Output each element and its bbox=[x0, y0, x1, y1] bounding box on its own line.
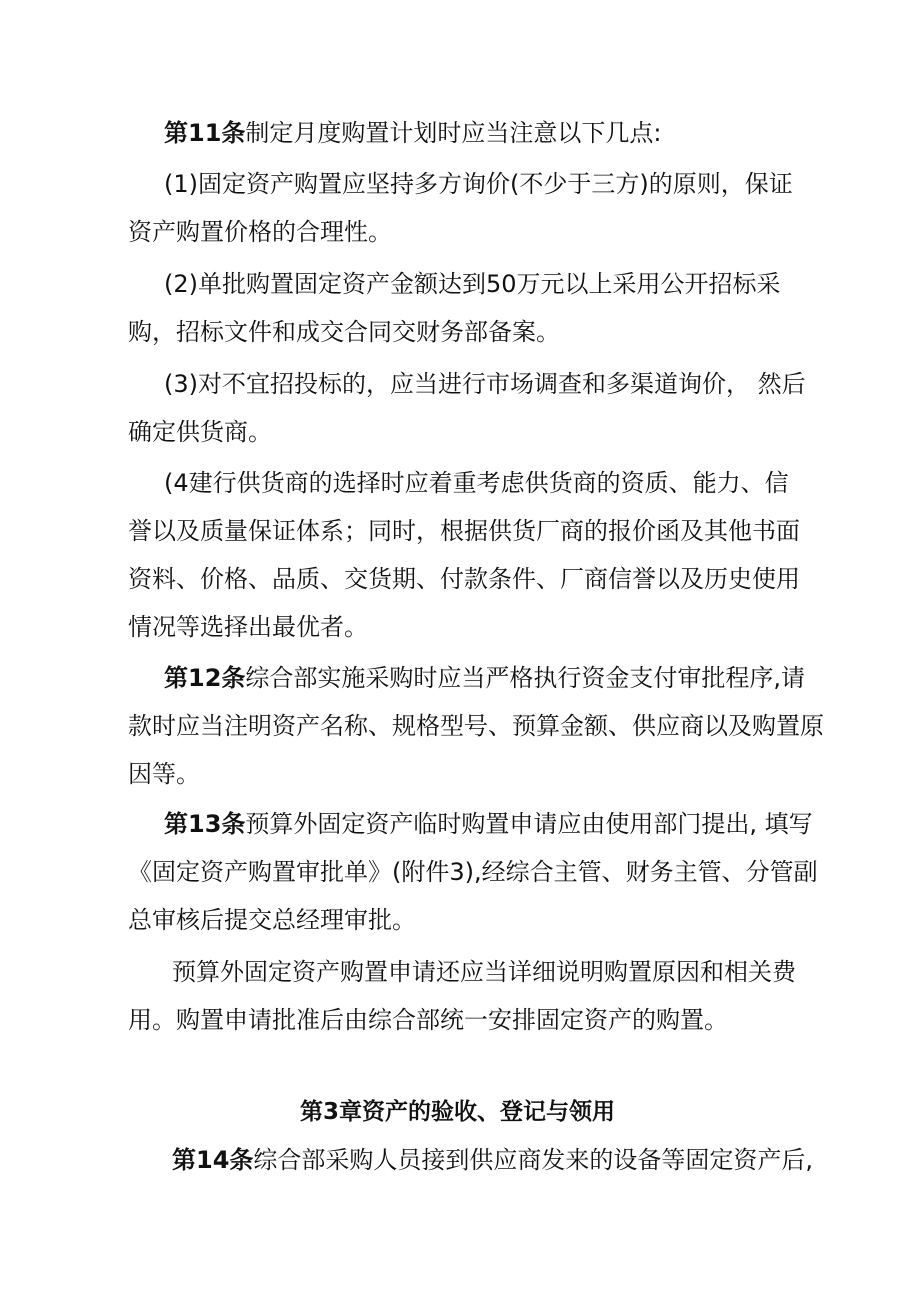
item-4-line-2: 誉以及质量保证体系；同时，根据供货厂商的报价函及其他书面 bbox=[128, 517, 800, 545]
article-12-line-3: 因等。 bbox=[128, 760, 200, 788]
item-2-line-2: 购，招标文件和成交合同交财务部备案。 bbox=[128, 318, 560, 346]
article-12-line-1 bbox=[164, 662, 805, 694]
article-14-line-1 bbox=[172, 1144, 813, 1176]
item-4-line-4: 情况等选择出最优者。 bbox=[128, 613, 368, 641]
paragraph-line-1: 预算外固定资产购置申请还应当详细说明购置原因和相关费 bbox=[172, 958, 796, 986]
article-13-line-1 bbox=[164, 808, 813, 840]
item-3-line-1: (3)对不宜招投标的，应当进行市场调查和多渠道询价， 然后 bbox=[164, 370, 806, 398]
article-11-text: 制定月度购置计划时应当注意以下几点: bbox=[245, 119, 662, 147]
article-11-line-1 bbox=[164, 117, 662, 149]
item-4-line-3: 资料、价格、品质、交货期、付款条件、厂商信誉以及历史使用 bbox=[128, 565, 800, 593]
article-12-line-2: 款时应当注明资产名称、规格型号、预算金额、供应商以及购置原 bbox=[128, 712, 824, 740]
article-13-label: 第13条 bbox=[164, 810, 246, 838]
article-14-label: 第14条 bbox=[172, 1146, 254, 1174]
article-11-label: 第11条 bbox=[164, 119, 246, 147]
article-13-text: 预算外固定资产临时购置申请应由使用部门提出, 填写 bbox=[245, 810, 813, 838]
paragraph-line-2: 用。购置申请批准后由综合部统一安排固定资产的购置。 bbox=[128, 1006, 728, 1034]
item-3-line-2: 确定供货商。 bbox=[128, 418, 272, 446]
article-14-text: 综合部采购人员接到供应商发来的设备等固定资产后, bbox=[253, 1146, 814, 1174]
article-13-line-3: 总审核后提交总经理审批。 bbox=[128, 906, 416, 934]
article-12-text: 综合部实施采购时应当严格执行资金支付审批程序,请 bbox=[245, 664, 806, 692]
item-1-line-2: 资产购置价格的合理性。 bbox=[128, 218, 392, 246]
article-13-line-2: 《固定资产购置审批单》(附件3),经综合主管、财务主管、分管副 bbox=[128, 858, 818, 886]
article-12-label: 第12条 bbox=[164, 664, 246, 692]
item-2-line-1: (2)单批购置固定资产金额达到50万元以上采用公开招标采 bbox=[164, 270, 781, 298]
item-4-line-1: (4建行供货商的选择时应着重考虑供货商的资质、能力、信 bbox=[164, 469, 789, 497]
chapter-3-heading: 第3章资产的验收、登记与领用 bbox=[300, 1099, 616, 1125]
item-1-line-1: (1)固定资产购置应坚持多方询价(不少于三方)的原则，保证 bbox=[164, 170, 793, 198]
